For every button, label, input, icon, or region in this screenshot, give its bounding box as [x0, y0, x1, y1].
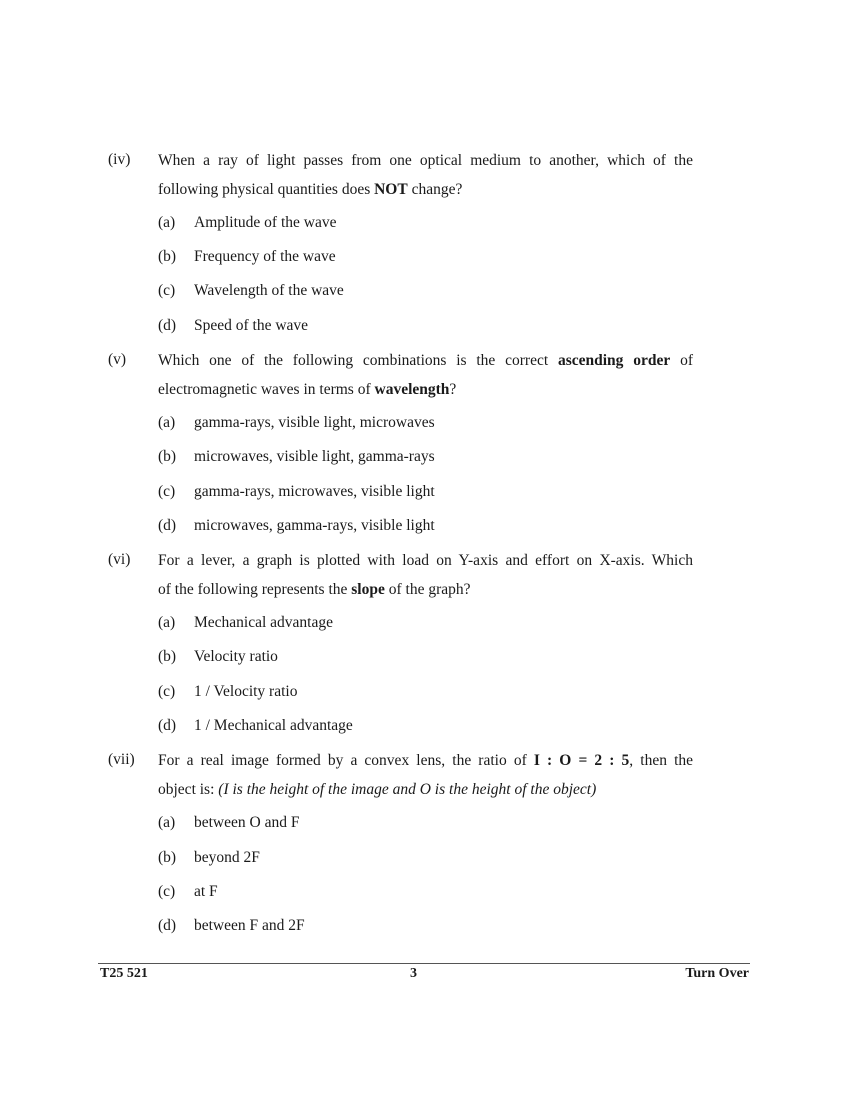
question-text-part: When a ray of light passes from one optical medium to another, which of the	[158, 152, 693, 169]
emphasis-text: wavelength	[374, 381, 450, 398]
option-text: microwaves, visible light, gamma-rays	[194, 448, 435, 465]
option-text: at F	[194, 883, 218, 900]
emphasis-text: slope	[351, 581, 385, 598]
option-label: (a)	[158, 614, 176, 631]
option-label: (b)	[158, 448, 177, 465]
option-row	[0, 448, 850, 468]
option-text: Amplitude of the wave	[194, 214, 337, 231]
question-text-part: electromagnetic waves in terms of	[158, 381, 375, 398]
option-row	[0, 614, 850, 634]
question-text-part: object is:	[158, 781, 219, 798]
option-label: (b)	[158, 849, 177, 866]
question-text	[158, 346, 693, 404]
option-text: Wavelength of the wave	[194, 282, 344, 299]
option-row	[0, 683, 850, 703]
option-row	[0, 849, 850, 869]
question-text-part: change?	[407, 181, 463, 198]
option-text: 1 / Velocity ratio	[194, 683, 298, 700]
question-number: (iv)	[108, 151, 131, 168]
option-row	[0, 414, 850, 434]
option-row	[0, 517, 850, 537]
option-row	[0, 483, 850, 503]
option-label: (a)	[158, 414, 176, 431]
question-number: (vi)	[108, 551, 131, 568]
option-row	[0, 648, 850, 668]
option-text: Speed of the wave	[194, 317, 309, 334]
turn-over-label: Turn Over	[685, 966, 749, 981]
option-row	[0, 814, 850, 834]
option-label: (c)	[158, 683, 176, 700]
option-row	[0, 248, 850, 268]
question-text-part: of the following represents the	[158, 581, 352, 598]
option-text: Mechanical advantage	[194, 614, 333, 631]
option-row	[0, 214, 850, 234]
question-number: (v)	[108, 351, 127, 368]
question-text	[158, 746, 693, 804]
option-label: (a)	[158, 814, 176, 831]
option-row	[0, 883, 850, 903]
question-text-part: of the graph?	[384, 581, 471, 598]
emphasis-text: ascending order	[557, 352, 671, 369]
option-label: (a)	[158, 214, 176, 231]
question-text	[158, 546, 693, 604]
option-label: (b)	[158, 248, 177, 265]
option-text: microwaves, gamma-rays, visible light	[194, 517, 435, 534]
question-text	[158, 146, 693, 204]
option-text: beyond 2F	[194, 849, 260, 866]
option-text: 1 / Mechanical advantage	[194, 717, 353, 734]
option-text: gamma-rays, microwaves, visible light	[194, 483, 435, 500]
italic-note: (I is the height of the image and O is the height of the object)	[218, 781, 597, 798]
option-row	[0, 317, 850, 337]
question-text-part: For a lever, a graph is plotted with load on Y-axis and effort on X-axis. Which	[158, 552, 693, 569]
option-text: between F and 2F	[194, 917, 305, 934]
option-row	[0, 717, 850, 737]
option-text: between O and F	[194, 814, 300, 831]
option-label: (b)	[158, 648, 177, 665]
question-text-part: For a real image formed by a convex lens, the ratio of	[158, 752, 534, 769]
question-text-part: following physical quantities does	[158, 181, 375, 198]
option-label: (d)	[158, 517, 177, 534]
paper-code: T25 521	[100, 966, 148, 981]
emphasis-text: NOT	[374, 181, 408, 198]
option-label: (c)	[158, 483, 176, 500]
option-text: Frequency of the wave	[194, 248, 336, 265]
question-number: (vii)	[108, 751, 135, 768]
option-label: (c)	[158, 883, 176, 900]
option-text: Velocity ratio	[194, 648, 278, 665]
footer-divider	[98, 963, 750, 964]
question-text-part: Which one of the following combinations is the correct	[158, 352, 558, 369]
option-row	[0, 282, 850, 302]
option-text: gamma-rays, visible light, microwaves	[194, 414, 435, 431]
question-text-part: , then the	[629, 752, 694, 769]
option-label: (d)	[158, 317, 177, 334]
page-number: 3	[410, 966, 417, 981]
emphasis-text: I : O = 2 : 5	[533, 752, 630, 769]
question-text-part: ?	[449, 381, 457, 398]
option-label: (d)	[158, 917, 177, 934]
option-label: (c)	[158, 282, 176, 299]
option-label: (d)	[158, 717, 177, 734]
option-row	[0, 917, 850, 937]
question-text-part: of	[670, 352, 693, 369]
